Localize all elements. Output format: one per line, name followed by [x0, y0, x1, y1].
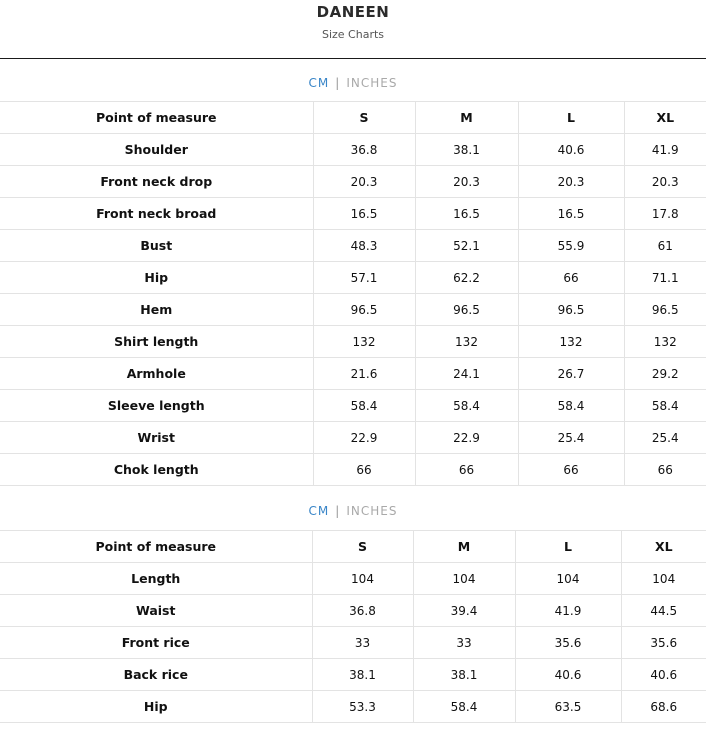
measure-value: 66 [518, 454, 624, 486]
measure-value: 38.1 [415, 134, 518, 166]
table-row [0, 390, 706, 422]
table-row [0, 627, 706, 659]
measure-value: 16.5 [415, 198, 518, 230]
table-row [0, 134, 706, 166]
measure-value: 58.4 [518, 390, 624, 422]
header-size: M [413, 531, 515, 563]
measure-value: 20.3 [624, 166, 706, 198]
measure-value: 41.9 [515, 595, 621, 627]
measure-value: 55.9 [518, 230, 624, 262]
measure-value: 33 [312, 627, 413, 659]
measure-value: 132 [518, 326, 624, 358]
measure-value: 58.4 [413, 691, 515, 723]
unit-cm-button[interactable]: CM [308, 504, 330, 518]
measure-value: 96.5 [518, 294, 624, 326]
measure-value: 68.6 [621, 691, 706, 723]
measure-value: 20.3 [518, 166, 624, 198]
measure-label: Waist [0, 595, 312, 627]
table-header-row [0, 531, 706, 563]
measure-value: 35.6 [621, 627, 706, 659]
measure-label: Hem [0, 294, 313, 326]
measure-value: 53.3 [312, 691, 413, 723]
table-row [0, 358, 706, 390]
measure-value: 52.1 [415, 230, 518, 262]
unit-cm-button[interactable]: CM [308, 76, 330, 90]
table-row [0, 422, 706, 454]
measure-label: Front neck drop [0, 166, 313, 198]
unit-separator: | [335, 76, 341, 90]
size-table-top [0, 101, 706, 486]
measure-value: 22.9 [415, 422, 518, 454]
measure-value: 71.1 [624, 262, 706, 294]
measure-value: 63.5 [515, 691, 621, 723]
measure-label: Length [0, 563, 312, 595]
table-row [0, 595, 706, 627]
measure-value: 96.5 [624, 294, 706, 326]
measure-label: Hip [0, 262, 313, 294]
unit-toggle-bottom [0, 486, 706, 530]
header-size: S [312, 531, 413, 563]
measure-value: 66 [313, 454, 415, 486]
measure-value: 40.6 [518, 134, 624, 166]
measure-value: 20.3 [313, 166, 415, 198]
table-row [0, 262, 706, 294]
measure-label: Chok length [0, 454, 313, 486]
measure-value: 66 [518, 262, 624, 294]
unit-inches-button[interactable]: INCHES [346, 504, 398, 518]
measure-value: 21.6 [313, 358, 415, 390]
measure-value: 40.6 [621, 659, 706, 691]
header-size: S [313, 102, 415, 134]
measure-value: 17.8 [624, 198, 706, 230]
table-row [0, 230, 706, 262]
table-row [0, 563, 706, 595]
measure-value: 104 [413, 563, 515, 595]
table-row [0, 166, 706, 198]
measure-value: 24.1 [415, 358, 518, 390]
measure-value: 62.2 [415, 262, 518, 294]
measure-label: Armhole [0, 358, 313, 390]
measure-label: Hip [0, 691, 312, 723]
measure-value: 58.4 [624, 390, 706, 422]
measure-value: 29.2 [624, 358, 706, 390]
measure-value: 58.4 [313, 390, 415, 422]
measure-value: 33 [413, 627, 515, 659]
table-row [0, 198, 706, 230]
measure-value: 38.1 [312, 659, 413, 691]
header-size: M [415, 102, 518, 134]
measure-value: 41.9 [624, 134, 706, 166]
measure-value: 25.4 [624, 422, 706, 454]
measure-value: 38.1 [413, 659, 515, 691]
measure-value: 16.5 [313, 198, 415, 230]
measure-value: 25.4 [518, 422, 624, 454]
table-row [0, 659, 706, 691]
measure-value: 16.5 [518, 198, 624, 230]
measure-label: Bust [0, 230, 313, 262]
measure-value: 40.6 [515, 659, 621, 691]
measure-value: 26.7 [518, 358, 624, 390]
size-table-bottom [0, 530, 706, 723]
table-row [0, 326, 706, 358]
measure-value: 35.6 [515, 627, 621, 659]
measure-value: 104 [515, 563, 621, 595]
table-row [0, 294, 706, 326]
unit-separator: | [335, 504, 341, 518]
table-header-row [0, 102, 706, 134]
unit-inches-button[interactable]: INCHES [346, 76, 398, 90]
measure-value: 132 [313, 326, 415, 358]
measure-value: 96.5 [313, 294, 415, 326]
measure-value: 66 [624, 454, 706, 486]
measure-value: 58.4 [415, 390, 518, 422]
measure-label: Shoulder [0, 134, 313, 166]
measure-value: 57.1 [313, 262, 415, 294]
brand-title: DANEEN [316, 3, 390, 21]
header-size: L [515, 531, 621, 563]
measure-label: Back rice [0, 659, 312, 691]
measure-label: Front rice [0, 627, 312, 659]
measure-value: 20.3 [415, 166, 518, 198]
header-size: XL [624, 102, 706, 134]
measure-label: Front neck broad [0, 198, 313, 230]
measure-value: 104 [312, 563, 413, 595]
measure-value: 44.5 [621, 595, 706, 627]
measure-value: 22.9 [313, 422, 415, 454]
page-header [0, 0, 706, 59]
measure-label: Sleeve length [0, 390, 313, 422]
measure-label: Shirt length [0, 326, 313, 358]
page-subtitle: Size Charts [321, 28, 385, 41]
measure-value: 36.8 [312, 595, 413, 627]
header-size: L [518, 102, 624, 134]
measure-value: 61 [624, 230, 706, 262]
measure-value: 36.8 [313, 134, 415, 166]
measure-value: 39.4 [413, 595, 515, 627]
measure-value: 104 [621, 563, 706, 595]
measure-value: 132 [415, 326, 518, 358]
table-row [0, 454, 706, 486]
header-point-of-measure: Point of measure [0, 531, 312, 563]
table-row [0, 691, 706, 723]
measure-value: 132 [624, 326, 706, 358]
measure-value: 48.3 [313, 230, 415, 262]
measure-value: 66 [415, 454, 518, 486]
measure-value: 96.5 [415, 294, 518, 326]
measure-label: Wrist [0, 422, 313, 454]
unit-toggle-top [0, 59, 706, 101]
header-point-of-measure: Point of measure [0, 102, 313, 134]
header-size: XL [621, 531, 706, 563]
